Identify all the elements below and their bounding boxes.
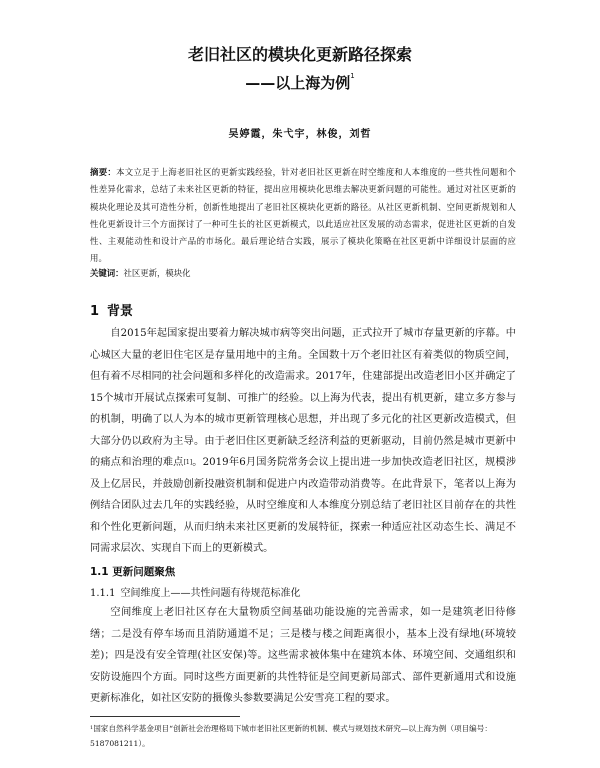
abstract-text: 本文立足于上海老旧社区的更新实践经验，针对老旧社区更新在时空维度和人本维度的一些共性问题和个性差异化需求，总结了未来社区更新的特征，提出应用模块化思维去解决更新问题的可能性。通过对社区更新的模块化理论及其可造性分析，创新性地提出了老旧社区模块化更新的路径。从社区更新机制、空间更新规划和人性化更新设计三个方面探讨了一种可生长的社区更新模式，以此适应社区发展的动态需求，促进社区更新的自发性、主观能动性和设计产品的市场化。最后理论结合实践，展示了模块化策略在社区更新中详细设计层面的应用。 — [90, 167, 516, 264]
subsubsection-heading — [90, 584, 300, 599]
section-title: 背景 — [107, 304, 134, 319]
background-body — [90, 323, 516, 560]
subsection-heading: 1.1 更新问题聚焦 — [90, 566, 176, 578]
subsubsection-number: 1.1.1 — [90, 588, 116, 599]
footnote-number: 1 — [90, 725, 94, 731]
paragraph: 自2015年起国家提出要着力解决城市病等突出问题，正式拉开了城市存量更新的序幕。中心城区大量的老旧住宅区是存量用地中的主角。全国数十万个老旧社区有着类似的物质空间，但有着不尽相同的社会问题和多样化的改造需求。2017年，住建部提出改造老旧小区并确定了15个城市开展试点探索可复制、可推广的经验。以上海为代表，提出有机更新，建立多方参与的机制，明确了以人为本的城市更新管理核心思想，并出现了多元化的社区更新改造模式，但大部分仍以政府为主导。由于老旧住区更新缺乏经济利益的更新驱动，目前仍然是城市更新中的痛点和治理的难点[1]。2019年6月国务院常务会议上提出进一步加快改造老旧社区，规模涉及上亿居民，并鼓励创新投融资机制和促进户内改造带动消费等。在此背景下，笔者以上海为例结合团队过去几年的实践经验，从时空维度和人本维度分别总结了老旧社区目前存在的共性和个性化更新问题，从而归纳未来社区更新的发展特征，探索一种适应社区动态生长、满足不同需求层次、实现自下而上的更新模式。 — [90, 328, 517, 554]
citation: [1] — [183, 459, 193, 466]
footnote-divider — [90, 716, 240, 717]
abstract-label: 摘要： — [90, 167, 117, 177]
spatial-dimension-body — [90, 602, 516, 710]
footnote-marker: 1 — [350, 72, 355, 80]
footnote-text: 国家自然科学基金项目“创新社会治理格局下城市老旧社区更新的机制、模式与规划技术研究—以上海为例（项目编号：5187081211）。 — [90, 724, 492, 748]
paper-title: 老旧社区的模块化更新路径探索 — [187, 45, 412, 64]
keywords-label: 关键词： — [90, 268, 124, 278]
paper-subtitle — [0, 72, 600, 93]
section-heading-background — [90, 300, 133, 319]
paragraph: 空间维度上老旧社区存在大量物质空间基础功能设施的完善需求，如一是建筑老旧待修缮；二是没有停车场而且消防通道不足；三是楼与楼之间距离很小，基本上没有绿地(环境较差)；四是没有安全管理(社区安保)等。这些需求被体集中在建筑本体、环境空间、交通组织和安防设施四个方面。同时这些方面更新的共性特征是空间更新局部式、部件更新通用式和设施更新标准化，如社区安防的摄像头参数要满足公安雪亮工程的要求。 — [90, 607, 516, 704]
subsubsection-title: 空间维度上——共性问题有待规范标准化 — [120, 588, 301, 599]
section-number: 1 — [90, 304, 100, 319]
keywords-text: 社区更新，模块化 — [123, 268, 191, 278]
abstract — [90, 164, 516, 268]
keywords — [90, 267, 191, 279]
footnote — [90, 721, 516, 751]
author-list: 吴婷霞，朱弋宇，林俊，刘哲 — [228, 129, 372, 140]
subtitle-text: ——以上海为例 — [245, 74, 351, 92]
